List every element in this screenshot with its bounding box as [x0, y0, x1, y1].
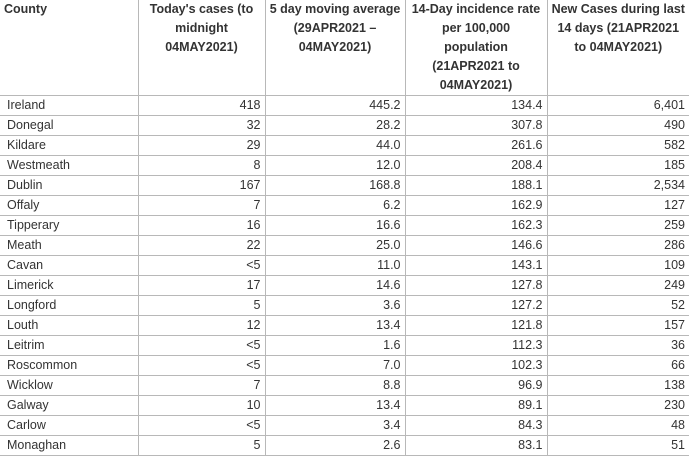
- county-cell: Galway: [0, 396, 138, 416]
- incidence-rate-cell: 162.9: [405, 196, 547, 216]
- header-row: [0, 0, 689, 96]
- incidence-rate-cell: 112.3: [405, 336, 547, 356]
- todays-cases-cell: 418: [138, 96, 265, 116]
- table-row: [0, 316, 689, 336]
- todays-cases-cell: <5: [138, 356, 265, 376]
- table-row: [0, 336, 689, 356]
- table-row: [0, 136, 689, 156]
- new-cases-cell: 286: [547, 236, 689, 256]
- county-cell: Monaghan: [0, 436, 138, 456]
- county-cell: Limerick: [0, 276, 138, 296]
- header-incidence-rate: 14-Day incidence rate per 100,000 population (21APR2021 to 04MAY2021): [405, 0, 547, 96]
- county-cell: Longford: [0, 296, 138, 316]
- moving-average-cell: 3.4: [265, 416, 405, 436]
- todays-cases-cell: 12: [138, 316, 265, 336]
- todays-cases-cell: 5: [138, 436, 265, 456]
- moving-average-cell: 13.4: [265, 396, 405, 416]
- todays-cases-cell: 167: [138, 176, 265, 196]
- incidence-rate-cell: 208.4: [405, 156, 547, 176]
- table-row: [0, 96, 689, 116]
- new-cases-cell: 109: [547, 256, 689, 276]
- header-todays-cases: Today's cases (to midnight 04MAY2021): [138, 0, 265, 96]
- todays-cases-cell: <5: [138, 256, 265, 276]
- header-county: County: [0, 0, 138, 96]
- incidence-rate-cell: 188.1: [405, 176, 547, 196]
- county-cell: Offaly: [0, 196, 138, 216]
- county-cell: Wicklow: [0, 376, 138, 396]
- todays-cases-cell: 32: [138, 116, 265, 136]
- incidence-rate-cell: 121.8: [405, 316, 547, 336]
- todays-cases-cell: <5: [138, 336, 265, 356]
- table-row: [0, 176, 689, 196]
- new-cases-cell: 157: [547, 316, 689, 336]
- moving-average-cell: 25.0: [265, 236, 405, 256]
- county-cell: Meath: [0, 236, 138, 256]
- incidence-rate-cell: 96.9: [405, 376, 547, 396]
- todays-cases-cell: 7: [138, 376, 265, 396]
- new-cases-cell: 48: [547, 416, 689, 436]
- moving-average-cell: 445.2: [265, 96, 405, 116]
- new-cases-cell: 127: [547, 196, 689, 216]
- county-cell: Ireland: [0, 96, 138, 116]
- moving-average-cell: 14.6: [265, 276, 405, 296]
- moving-average-cell: 28.2: [265, 116, 405, 136]
- todays-cases-cell: 8: [138, 156, 265, 176]
- moving-average-cell: 16.6: [265, 216, 405, 236]
- table-row: [0, 256, 689, 276]
- todays-cases-cell: 5: [138, 296, 265, 316]
- new-cases-cell: 230: [547, 396, 689, 416]
- table-row: [0, 276, 689, 296]
- moving-average-cell: 12.0: [265, 156, 405, 176]
- new-cases-cell: 66: [547, 356, 689, 376]
- table-row: [0, 296, 689, 316]
- moving-average-cell: 3.6: [265, 296, 405, 316]
- incidence-rate-cell: 84.3: [405, 416, 547, 436]
- table-row: [0, 356, 689, 376]
- county-cell: Carlow: [0, 416, 138, 436]
- new-cases-cell: 582: [547, 136, 689, 156]
- new-cases-cell: 52: [547, 296, 689, 316]
- moving-average-cell: 2.6: [265, 436, 405, 456]
- moving-average-cell: 11.0: [265, 256, 405, 276]
- new-cases-cell: 138: [547, 376, 689, 396]
- incidence-rate-cell: 134.4: [405, 96, 547, 116]
- county-cell: Donegal: [0, 116, 138, 136]
- table-row: [0, 196, 689, 216]
- todays-cases-cell: 10: [138, 396, 265, 416]
- table-row: [0, 216, 689, 236]
- county-cell: Tipperary: [0, 216, 138, 236]
- new-cases-cell: 249: [547, 276, 689, 296]
- todays-cases-cell: 7: [138, 196, 265, 216]
- new-cases-cell: 6,401: [547, 96, 689, 116]
- todays-cases-cell: 29: [138, 136, 265, 156]
- moving-average-cell: 7.0: [265, 356, 405, 376]
- moving-average-cell: 1.6: [265, 336, 405, 356]
- new-cases-cell: 51: [547, 436, 689, 456]
- todays-cases-cell: 22: [138, 236, 265, 256]
- table-body: [0, 96, 689, 456]
- header-moving-average: 5 day moving average (29APR2021 – 04MAY2021): [265, 0, 405, 96]
- county-cell: Westmeath: [0, 156, 138, 176]
- new-cases-cell: 259: [547, 216, 689, 236]
- todays-cases-cell: 17: [138, 276, 265, 296]
- table-row: [0, 116, 689, 136]
- county-cell: Roscommon: [0, 356, 138, 376]
- incidence-rate-cell: 146.6: [405, 236, 547, 256]
- moving-average-cell: 8.8: [265, 376, 405, 396]
- table-row: [0, 156, 689, 176]
- todays-cases-cell: 16: [138, 216, 265, 236]
- todays-cases-cell: <5: [138, 416, 265, 436]
- county-cell: Dublin: [0, 176, 138, 196]
- incidence-rate-cell: 261.6: [405, 136, 547, 156]
- county-cell: Cavan: [0, 256, 138, 276]
- incidence-rate-cell: 89.1: [405, 396, 547, 416]
- incidence-rate-cell: 307.8: [405, 116, 547, 136]
- county-cell: Kildare: [0, 136, 138, 156]
- moving-average-cell: 6.2: [265, 196, 405, 216]
- new-cases-cell: 185: [547, 156, 689, 176]
- table-row: [0, 396, 689, 416]
- incidence-rate-cell: 102.3: [405, 356, 547, 376]
- new-cases-cell: 36: [547, 336, 689, 356]
- incidence-rate-cell: 143.1: [405, 256, 547, 276]
- new-cases-cell: 490: [547, 116, 689, 136]
- header-new-cases: New Cases during last 14 days (21APR2021 to 04MAY2021): [547, 0, 689, 96]
- incidence-rate-cell: 83.1: [405, 436, 547, 456]
- county-cell: Louth: [0, 316, 138, 336]
- table-row: [0, 416, 689, 436]
- moving-average-cell: 13.4: [265, 316, 405, 336]
- table-row: [0, 236, 689, 256]
- new-cases-cell: 2,534: [547, 176, 689, 196]
- incidence-rate-cell: 162.3: [405, 216, 547, 236]
- incidence-rate-cell: 127.8: [405, 276, 547, 296]
- moving-average-cell: 168.8: [265, 176, 405, 196]
- table-row: [0, 376, 689, 396]
- county-cell: Leitrim: [0, 336, 138, 356]
- moving-average-cell: 44.0: [265, 136, 405, 156]
- table-row: [0, 436, 689, 456]
- incidence-rate-cell: 127.2: [405, 296, 547, 316]
